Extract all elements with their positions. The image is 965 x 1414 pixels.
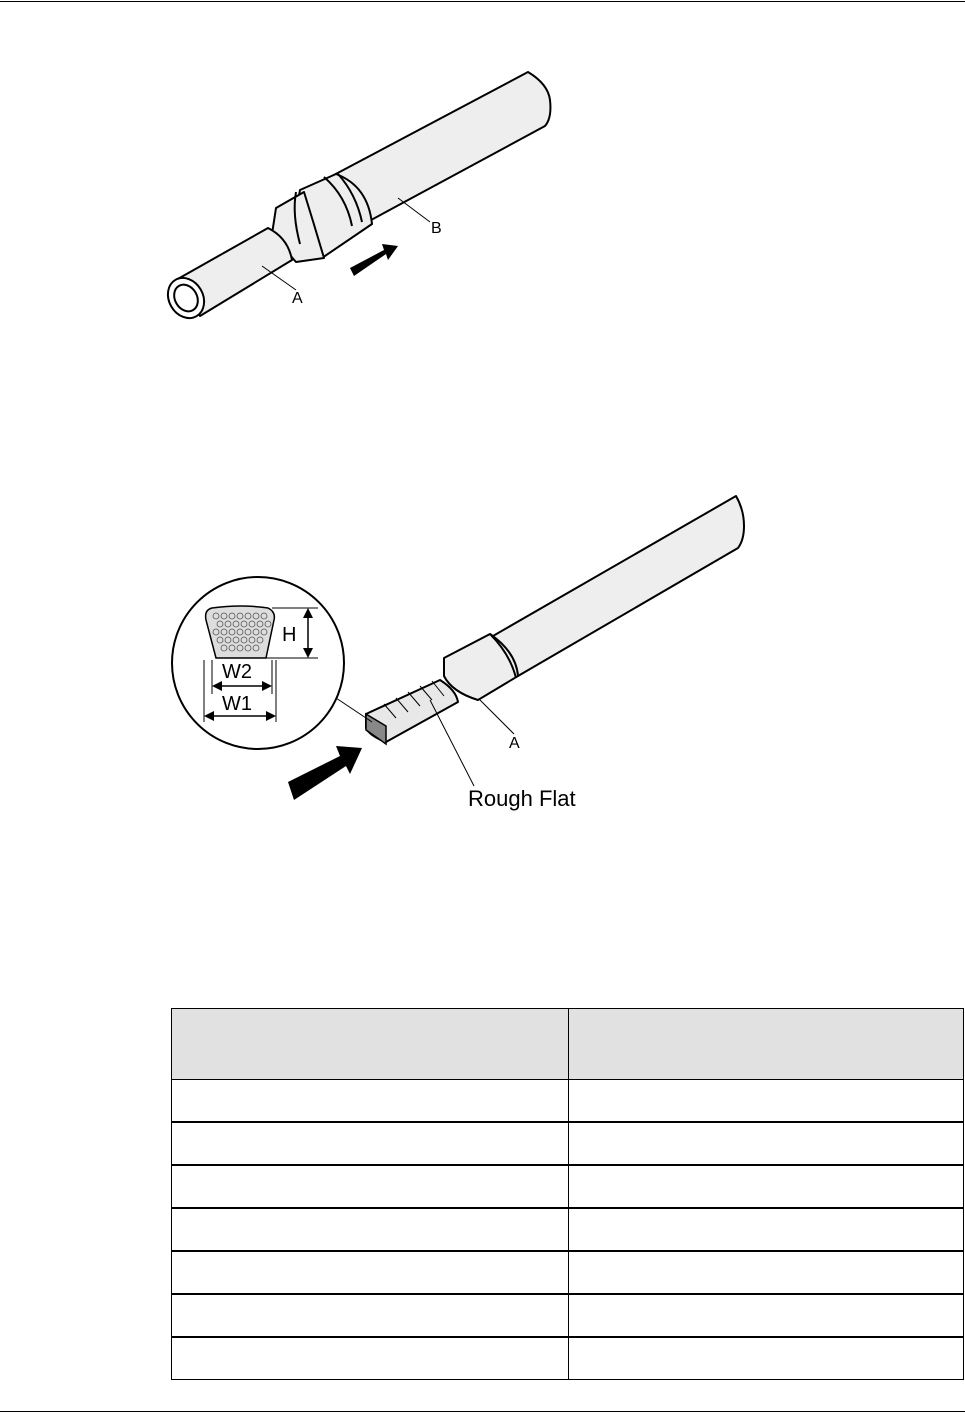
cross-section-callout (172, 577, 344, 749)
table-row (172, 1294, 964, 1337)
table-cell (569, 1165, 964, 1208)
top-rule (0, 1, 965, 2)
table-cell (569, 1251, 964, 1294)
rough-flat-illustration (0, 490, 965, 820)
table-cell (569, 1122, 964, 1165)
label-w1: W1 (222, 693, 252, 715)
label-a: A (292, 290, 303, 307)
conductor-cross-section (206, 606, 275, 658)
figure-rough-flat (0, 490, 965, 820)
label-rough-flat: Rough Flat (468, 786, 576, 811)
table-header-cell (172, 1009, 569, 1080)
bottom-rule (0, 1411, 965, 1412)
table-cell (172, 1122, 569, 1165)
table-cell (172, 1337, 569, 1380)
push-arrow (350, 244, 398, 276)
table-cell (569, 1080, 964, 1123)
table-cell (569, 1208, 964, 1251)
table-cell (569, 1337, 964, 1380)
dimension-table (171, 1008, 964, 1380)
label-h: H (282, 624, 297, 646)
table-row (172, 1208, 964, 1251)
heat-shrink-illustration (0, 60, 965, 340)
table-cell (172, 1165, 569, 1208)
table-cell (569, 1294, 964, 1337)
label-b: B (431, 220, 442, 237)
table-row (172, 1165, 964, 1208)
table-header-row (172, 1009, 964, 1080)
label-w2: W2 (222, 661, 252, 683)
push-arrow (288, 746, 362, 800)
table-row (172, 1080, 964, 1123)
table-cell (172, 1251, 569, 1294)
cable-jacket (486, 496, 744, 676)
figure-heat-shrink (0, 60, 965, 340)
table-cell (172, 1294, 569, 1337)
table-cell (172, 1208, 569, 1251)
table-cell (172, 1080, 569, 1123)
table-header-cell (569, 1009, 964, 1080)
table-row (172, 1337, 964, 1380)
table-row (172, 1251, 964, 1294)
label-a: A (509, 735, 520, 752)
table-row (172, 1122, 964, 1165)
